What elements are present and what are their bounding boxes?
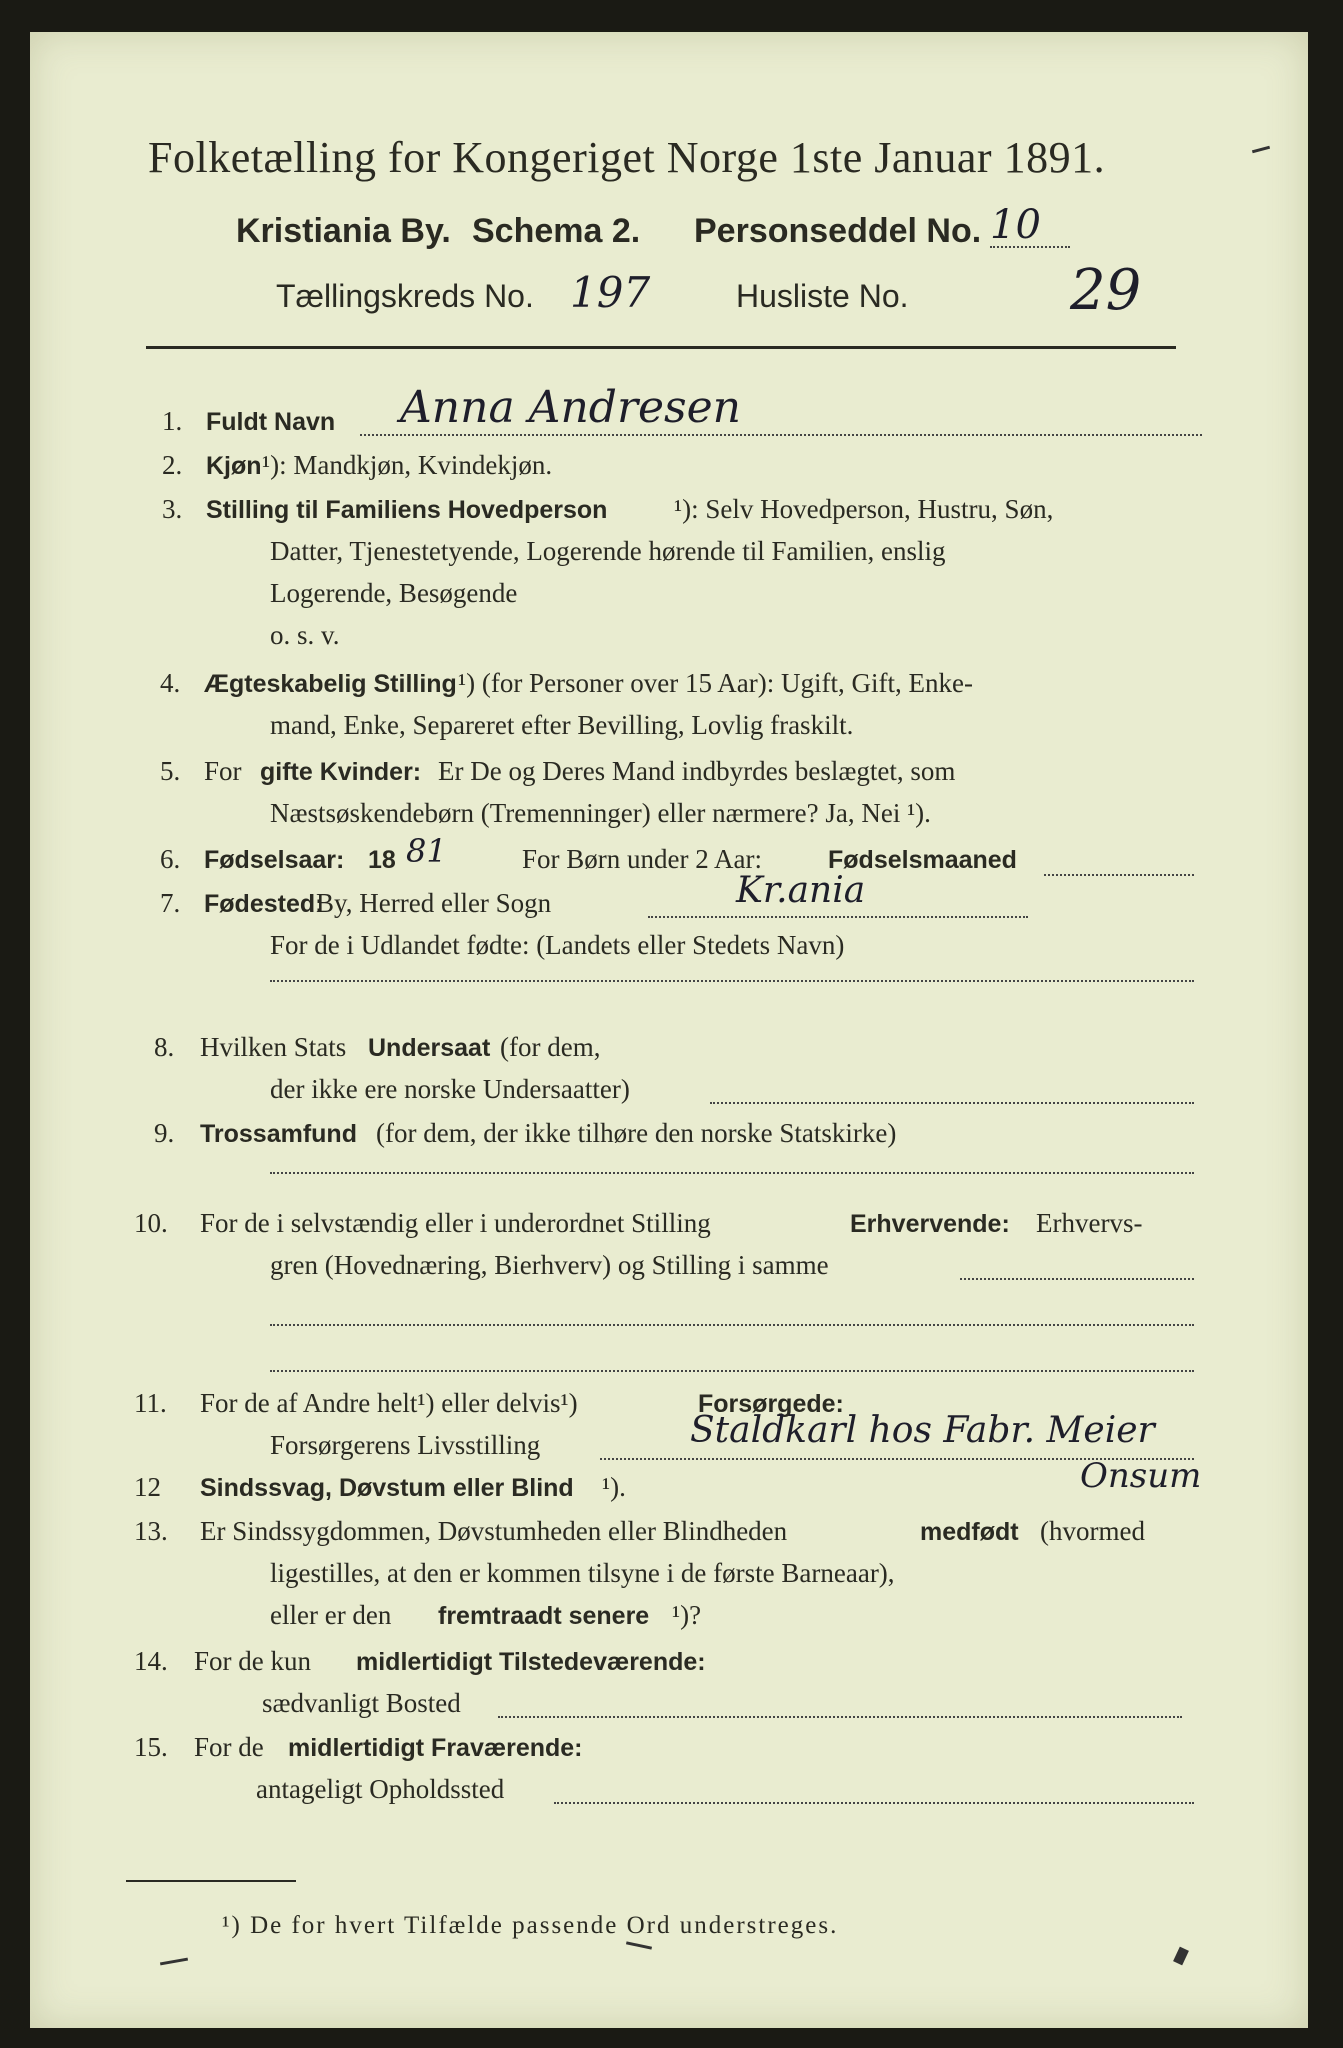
city-label: Kristiania By. [236,212,451,250]
q5-text1: Er De og Deres Mand indbyrdes beslægtet, som [438,756,956,786]
header-rule [146,346,1176,349]
q11-answer1: Staldkarl hos Fabr. Meier [690,1410,1155,1451]
q7-text2: For de i Udlandet fødte: (Landets eller Stedets Navn) [270,930,845,960]
q14-pre: For de kun [194,1646,311,1676]
q14-number: 14. [134,1646,168,1676]
q8-text2: der ikke ere norske Undersaatter) [270,1074,630,1104]
q6-text: For Børn under 2 Aar: [522,844,762,874]
husliste-label: Husliste No. [736,278,909,314]
q14-text2: sædvanligt Bosted [262,1688,461,1718]
margin-mark-bottom-right [1173,1947,1189,1966]
q3-text4: o. s. v. [270,620,340,650]
schema-label: Schema 2. [472,212,641,250]
q13-text1b: (hvormed [1040,1516,1145,1546]
q10-text1b: Erhvervs- [1036,1208,1143,1238]
q7-dots2 [270,980,1194,982]
personseddel-dots [990,246,1070,248]
q3-text3: Logerende, Besøgende [270,578,518,608]
q10-dots2 [270,1324,1194,1326]
q7-answer: Kr.ania [736,870,866,911]
q9-text: (for dem, der ikke tilhøre den norske Statskirke) [376,1118,897,1148]
margin-mark-top [1252,146,1270,154]
q11-text1: For de af Andre helt¹) eller delvis¹) [200,1388,578,1418]
q1-dots [360,434,1202,436]
q5-bold: gifte Kvinder: [260,758,422,786]
q13-bold1: medfødt [920,1518,1019,1546]
q9-number: 9. [154,1118,175,1148]
q6-label: Fødselsaar: [204,846,345,874]
q8-text1: (for dem, [500,1032,601,1062]
q11-text2: Forsørgerens Livsstilling [270,1430,541,1460]
q11-number: 11. [134,1388,167,1418]
q5-text2: Næstsøskendebørn (Tremenninger) eller nærmere? Ja, Nei ¹). [270,798,931,828]
q13-text3b: ¹)? [672,1600,702,1630]
q8-dots [710,1102,1194,1104]
q9-label: Trossamfund [200,1120,357,1148]
q6-number: 6. [160,844,181,874]
q3-text1: ¹): Selv Hovedperson, Hustru, Søn, [674,494,1054,524]
q5-number: 5. [160,756,181,786]
q3-number: 3. [162,494,183,524]
q14-label: midlertidigt Tilstedeværende: [356,1648,706,1676]
q12-number: 12 [134,1472,161,1502]
q15-pre: For de [194,1732,264,1762]
q9-dots [270,1172,1194,1174]
q12-text: ¹). [602,1472,626,1502]
q15-number: 15. [134,1732,168,1762]
q13-text2: ligestilles, at den er kommen tilsyne i de første Barneaar), [270,1558,895,1588]
q6-label2: Fødselsmaaned [828,846,1017,874]
q4-text2: mand, Enke, Separeret efter Bevilling, Lovlig fraskilt. [270,710,854,740]
q5-pre: For [204,756,242,786]
q8-number: 8. [154,1032,175,1062]
census-form-sheet [30,32,1308,2028]
footnote-text: ¹) De for hvert Tilfælde passende Ord understreges. [222,1912,839,1939]
q1-label: Fuldt Navn [206,408,336,436]
q15-dots [554,1802,1194,1804]
q13-number: 13. [134,1516,168,1546]
q2-number: 2. [162,450,183,480]
q10-label: Erhvervende: [850,1210,1010,1238]
q7-label: Fødested: [204,890,324,918]
q13-bold2: fremtraadt senere [438,1602,650,1630]
q10-dots3 [270,1370,1194,1372]
q10-number: 10. [134,1208,168,1238]
q6-prefix: 18 [368,846,396,874]
q8-pre: Hvilken Stats [200,1032,347,1062]
q15-label: midlertidigt Fraværende: [288,1734,583,1762]
margin-mark-bottom-left [160,1958,188,1966]
q10-dots1 [960,1278,1194,1280]
q14-dots [498,1716,1182,1718]
q3-text2: Datter, Tjenestetyende, Logerende hørende til Familien, enslig [270,536,946,566]
q3-label: Stilling til Familiens Hovedperson [206,496,608,524]
q7-number: 7. [160,888,181,918]
q6-dots [1044,874,1194,876]
q11-label: Forsørgede: [698,1390,844,1418]
q6-answer: 81 [406,832,447,870]
q2-text: ¹): Mandkjøn, Kvindekjøn. [262,450,553,480]
q11-answer2: Onsum [1080,1456,1202,1496]
q12-label: Sindssvag, Døvstum eller Blind [200,1474,574,1502]
husliste-number: 29 [1070,258,1142,323]
q7-dots [648,916,1028,918]
q13-text3a: eller er den [270,1600,392,1630]
margin-mark-bottom-center [626,1941,652,1949]
q13-text1: Er Sindssygdommen, Døvstumheden eller Blindheden [200,1516,788,1546]
q7-text: By, Herred eller Sogn [316,888,552,918]
q10-text2: gren (Hovednæring, Bierhverv) og Stilling i samme [270,1250,829,1280]
q1-answer: Anna Andresen [400,382,741,433]
q4-label: Ægteskabelig Stilling [204,670,457,698]
q1-number: 1. [162,406,183,436]
personseddel-label: Personseddel No. [694,212,982,250]
q4-text1: ¹) (for Personer over 15 Aar): Ugift, Gift, Enke- [458,668,973,698]
kreds-number: 197 [570,268,651,317]
q8-label: Undersaat [368,1034,491,1062]
kreds-label: Tællingskreds No. [276,278,534,314]
personseddel-number: 10 [990,202,1041,248]
q4-number: 4. [160,668,181,698]
form-title: Folketælling for Kongeriget Norge 1ste Januar 1891. [148,133,1106,182]
footnote-rule [126,1880,296,1882]
q15-text2: antageligt Opholdssted [256,1774,505,1804]
q2-label: Kjøn [206,452,262,480]
q10-text1: For de i selvstændig eller i underordnet Stilling [200,1208,711,1238]
